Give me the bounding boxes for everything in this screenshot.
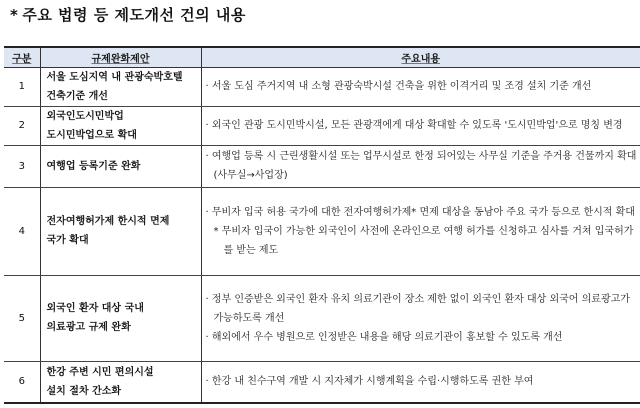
proposal-name bbox=[40, 187, 201, 275]
header-category bbox=[4, 47, 40, 67]
content-bullet: · 한강 내 친수구역 개발 시 지자체가 시행계획을 수립·시행하도록 권한 부여 bbox=[205, 376, 534, 388]
table-header-row bbox=[4, 47, 640, 67]
proposal-name-line: 외국인도시민박업 bbox=[46, 110, 124, 122]
content-cell bbox=[201, 106, 640, 145]
proposal-table bbox=[4, 46, 640, 404]
proposal-name-line: 한강 주변 시민 편의시설 bbox=[46, 366, 154, 378]
proposal-name-line: 도시민박업으로 확대 bbox=[46, 129, 137, 141]
proposal-name bbox=[40, 145, 201, 187]
row-number: 6 bbox=[4, 361, 40, 403]
proposal-name-line: 여행업 등록기준 완화 bbox=[46, 160, 141, 172]
proposal-name-line: 전자여행허가제 한시적 면제 bbox=[46, 216, 170, 227]
header-proposal bbox=[40, 47, 201, 67]
header-category-label: 구분 bbox=[12, 53, 32, 65]
table-row bbox=[4, 145, 640, 187]
title-text: 주요 법령 등 제도개선 건의 내용 bbox=[22, 6, 246, 24]
proposal-name-line: 설치 절차 간소화 bbox=[46, 385, 122, 397]
content-cell bbox=[201, 145, 640, 187]
content-cell bbox=[201, 275, 640, 361]
table-row bbox=[4, 275, 640, 361]
content-bullet: · 서울 도심 주거지역 내 소형 관광숙박시설 건축을 위한 이격거리 및 조경 설치 기준 개선 bbox=[205, 81, 592, 92]
proposal-name bbox=[40, 106, 201, 145]
table-row bbox=[4, 187, 640, 275]
content-bullet: · 정부 인증받은 외국인 환자 유치 의료기관이 장소 제한 없이 외국인 환자 대상 외국어 의료광고가 가능하도록 개선 bbox=[205, 293, 630, 324]
proposal-name bbox=[40, 67, 201, 106]
table-row bbox=[4, 67, 640, 106]
content-bullet: · 외국인 관광 도시민박시설, 모든 관광객에게 대상 확대할 수 있도록 '도시민박업'으로 명칭 변경 bbox=[205, 120, 623, 131]
header-content-label: 주요내용 bbox=[401, 53, 441, 65]
row-number: 1 bbox=[4, 67, 40, 106]
proposal-name bbox=[40, 275, 201, 361]
content-bullet: · 해외에서 우수 병원으로 인정받은 내용을 해당 의료기관이 홍보할 수 있도록 개선 bbox=[205, 331, 563, 343]
title-marker: * bbox=[10, 6, 19, 24]
content-bullet: · 무비자 입국 허용 국가에 대한 전자여행허가제* 면제 대상을 동남아 주요 국가 등으로 한시적 확대 bbox=[205, 206, 635, 218]
content-cell bbox=[201, 67, 640, 106]
proposal-name-line: 국가 확대 bbox=[46, 235, 89, 246]
table-row bbox=[4, 106, 640, 145]
row-number: 4 bbox=[4, 187, 40, 275]
content-cell bbox=[201, 361, 640, 403]
content-cell bbox=[201, 187, 640, 275]
content-bullet: · 여행업 등록 시 근린생활시설 또는 업무시설로 한정 되어있는 사무실 기준을 주거용 건물까지 확대(사무실→사업장) bbox=[205, 151, 637, 181]
row-number: 2 bbox=[4, 106, 40, 145]
proposal-name-line: 건축기준 개선 bbox=[46, 90, 108, 102]
proposal-name-line: 서울 도심지역 내 관광숙박호텔 bbox=[46, 71, 183, 83]
row-number: 3 bbox=[4, 145, 40, 187]
content-footnote: * 무비자 입국이 가능한 외국인이 사전에 온라인으로 여행 허가를 신청하고 심사를 거쳐 입국허가를 받는 제도 bbox=[213, 225, 634, 256]
proposal-name bbox=[40, 361, 201, 403]
header-content bbox=[201, 47, 640, 67]
header-proposal-label: 규제완화제안 bbox=[91, 53, 150, 65]
row-number: 5 bbox=[4, 275, 40, 361]
proposal-name-line: 외국인 환자 대상 국내 bbox=[46, 303, 144, 314]
table-row bbox=[4, 361, 640, 403]
document-title bbox=[10, 4, 246, 25]
proposal-name-line: 의료광고 규제 완화 bbox=[46, 322, 131, 333]
